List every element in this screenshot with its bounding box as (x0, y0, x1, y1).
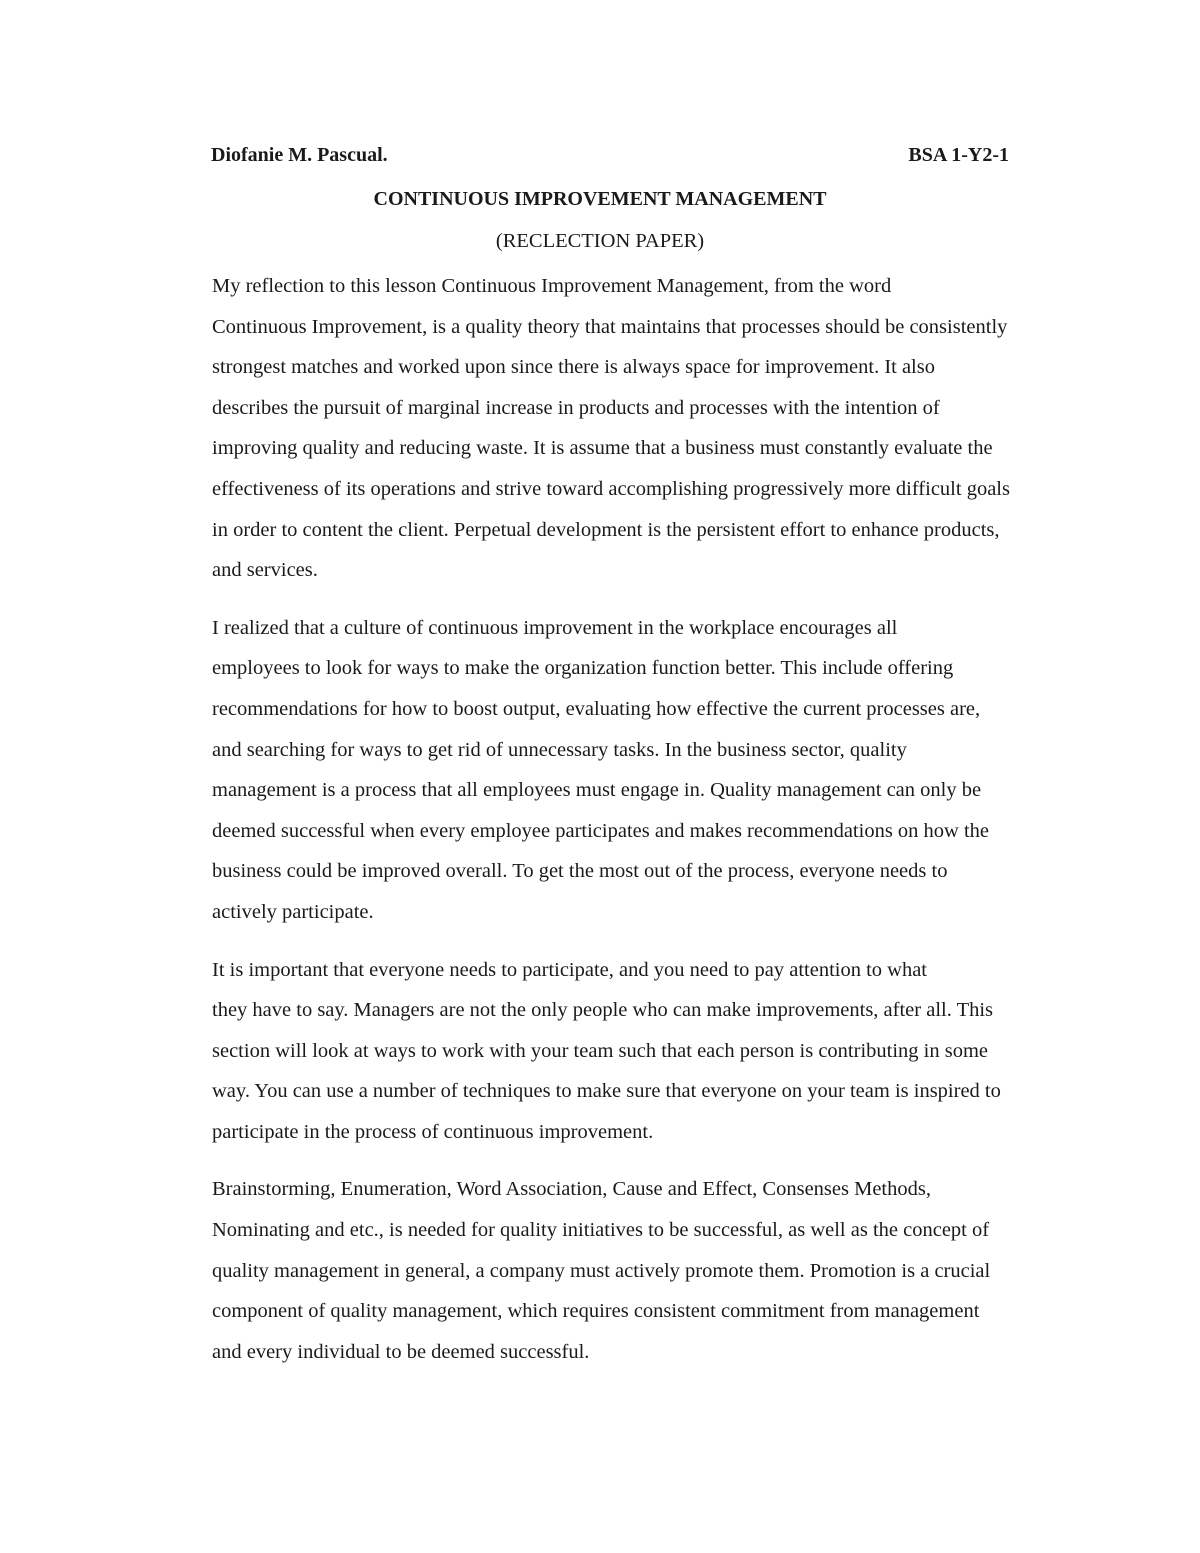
paragraph-line: It is important that everyone needs to participate, and you need to pay attention to what (212, 958, 928, 981)
paragraph-line: I realized that a culture of continuous improvement in the workplace encourages all (212, 616, 898, 639)
paragraph-line: Nominating and etc., is needed for quality initiatives to be successful, as well as the concept of (212, 1219, 990, 1242)
paragraph-line: in order to content the client. Perpetual development is the persistent effort to enhance products, (212, 518, 1000, 541)
paragraph-line: My reflection to this lesson Continuous Improvement Management, from the word (212, 275, 892, 297)
paragraph-line: business could be improved overall. To get the most out of the process, everyone needs to (212, 860, 948, 883)
author-name: Diofanie M. Pascual. (211, 144, 388, 166)
document-subtitle: (RECLECTION PAPER) (495, 230, 705, 252)
paragraph-line: describes the pursuit of marginal increase in products and processes with the intention of (212, 396, 940, 419)
paragraph-line: Continuous Improvement, is a quality theory that maintains that processes should be consistently (212, 315, 1008, 338)
paragraph-line: component of quality management, which requires consistent commitment from management (212, 1300, 980, 1323)
paragraph-line: recommendations for how to boost output, evaluating how effective the current processes are, (212, 697, 981, 720)
paragraph-line: and services. (212, 559, 318, 582)
paragraph-2 (142, 608, 1060, 933)
paragraph-1 (142, 266, 1060, 591)
paragraph-line: employees to look for ways to make the organization function better. This include offering (212, 657, 954, 680)
paragraph-line: deemed successful when every employee participates and makes recommendations on how the (212, 819, 990, 842)
paragraph-line: Brainstorming, Enumeration, Word Association, Cause and Effect, Consenses Methods, (212, 1178, 931, 1201)
paragraph-line: they have to say. Managers are not the only people who can make improvements, after all. This (212, 999, 994, 1022)
paragraph-line: and searching for ways to get rid of unnecessary tasks. In the business sector, quality (212, 738, 907, 761)
paragraph-line: way. You can use a number of techniques to make sure that everyone on your team is inspired to (212, 1080, 1001, 1103)
paragraph-line: and every individual to be deemed successful. (212, 1340, 590, 1363)
paragraph-line: effectiveness of its operations and strive toward accomplishing progressively more difficult goals (212, 477, 1010, 500)
paragraph-4 (142, 1169, 1060, 1372)
paragraph-3 (142, 950, 1060, 1153)
paragraph-line: strongest matches and worked upon since there is always space for improvement. It also (212, 356, 935, 379)
paragraph-line: actively participate. (212, 900, 374, 923)
paragraph-line: improving quality and reducing waste. It is assume that a business must constantly evaluate the (212, 437, 993, 460)
paragraph-line: section will look at ways to work with your team such that each person is contributing in some (212, 1039, 989, 1062)
document-body (142, 266, 1060, 1389)
paragraph-line: management is a process that all employees must engage in. Quality management can only be (212, 779, 982, 802)
paragraph-line: quality management in general, a company must actively promote them. Promotion is a crucial (212, 1259, 991, 1282)
section-code: BSA 1-Y2-1 (908, 144, 1009, 166)
document-title: CONTINUOUS IMPROVEMENT MANAGEMENT (373, 188, 827, 210)
paragraph-line: participate in the process of continuous improvement. (212, 1120, 654, 1143)
